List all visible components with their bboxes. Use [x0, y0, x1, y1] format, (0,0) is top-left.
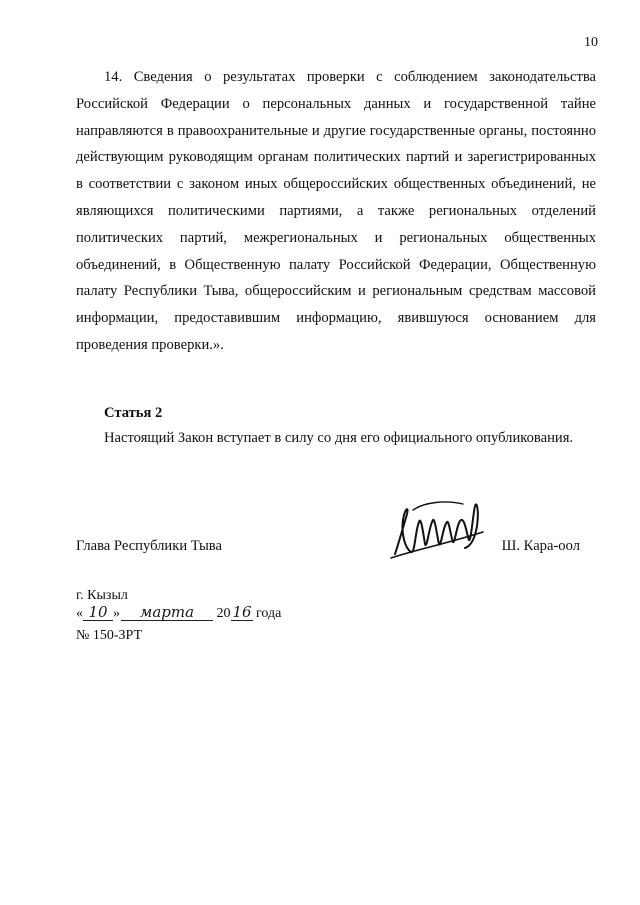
date-day-handwritten: 10	[83, 604, 113, 621]
page-number: 10	[584, 35, 598, 50]
date-year-handwritten: 16	[232, 603, 252, 621]
date-open-quote: «	[76, 606, 83, 621]
date-year-word: года	[256, 606, 282, 621]
date-month-handwritten: марта	[121, 604, 213, 621]
article-text: Настоящий Закон вступает в силу со дня его официального опубликования.	[104, 430, 574, 446]
signing-date	[76, 604, 281, 626]
signatory-title: Глава Республики Тыва	[76, 538, 222, 554]
date-year-prefix: 20	[216, 606, 231, 621]
article-heading: Статья 2	[104, 405, 163, 421]
paragraph-14: 14. Сведения о результатах проверки с соблюдением законодательства Российской Федерации о персональных данных и государственной тайне направляются в правоохранительные и другие государственные органы, постоянно действующим руководящим органам политических партий и зарегистрированных в соответствии с законом иных общероссийских общественных объединений, не являющихся политическими партиями, а также региональных отделений политических партий, межрегиональных и региональных общественных объединений, в Общественную палату Российской Федерации, Общественную палату Республики Тыва, общероссийским и региональным средствам массовой информации, предоставившим информацию, явившуюся основанием для проведения проверки.».	[76, 69, 596, 353]
date-close-quote: »	[113, 606, 120, 621]
law-text-block	[76, 64, 596, 359]
place-of-signing: г. Кызыл	[76, 588, 128, 603]
law-registration-number: № 150-ЗРТ	[76, 628, 143, 643]
signatory-name: Ш. Кара-оол	[501, 538, 580, 554]
handwritten-signature	[385, 492, 491, 574]
